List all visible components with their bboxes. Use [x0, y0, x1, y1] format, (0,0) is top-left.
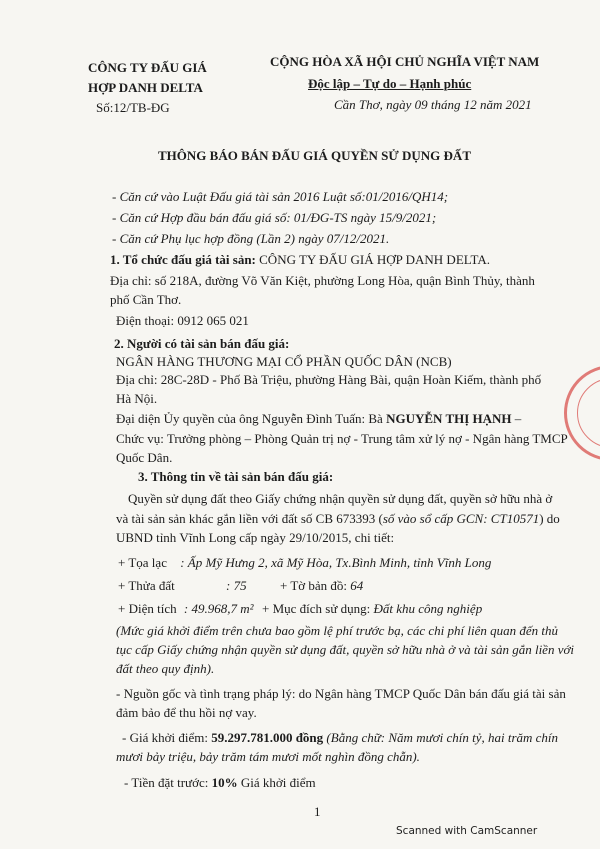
- auction-org-address-cont: phố Cần Thơ.: [110, 292, 182, 307]
- owner-bank-name: NGÂN HÀNG THƯƠNG MẠI CỔ PHẦN QUỐC DÂN (NCB): [116, 354, 452, 369]
- section-3-heading: 3. Thông tin về tài sản bán đấu giá:: [138, 469, 334, 484]
- deposit-value: 10%: [211, 775, 238, 790]
- land-use-label: + Mục đích sử dụng:: [262, 601, 371, 616]
- section-1-heading: 1. Tổ chức đấu giá tài sản:: [110, 252, 256, 267]
- parcel-label: + Thửa đất: [118, 578, 175, 593]
- auction-org-name: CÔNG TY ĐẤU GIÁ HỢP DANH DELTA.: [259, 252, 491, 267]
- starting-price-words-cont: mươi bảy triệu, bảy trăm tám mươi mốt nghìn đồng chẵn).: [116, 749, 420, 764]
- price-note-cont: tục cấp Giấy chứng nhận quyền sử dụng đất, quyền sở hữu nhà ở và tài sản gắn liền với: [116, 642, 575, 657]
- legal-status: - Nguồn gốc và tình trạng pháp lý: do Ngân hàng TMCP Quốc Dân bán đấu giá tài sản: [116, 686, 566, 701]
- representative-role: Chức vụ: Trưởng phòng – Phòng Quản trị nợ - Trung tâm xử lý nợ - Ngân hàng TMCP: [116, 431, 568, 446]
- basis-line: - Căn cứ Phụ lục hợp đồng (Lần 2) ngày 07/12/2021.: [112, 231, 390, 246]
- asset-issuer: UBND tỉnh Vĩnh Long cấp ngày 29/10/2015, chi tiết:: [116, 530, 395, 545]
- starting-price-label: - Giá khởi điểm:: [122, 730, 208, 745]
- area-value: : 49.968,7 m²: [183, 601, 254, 616]
- deposit-label: - Tiền đặt trước:: [124, 775, 209, 790]
- land-use-value: Đất khu công nghiệp: [373, 601, 483, 616]
- scanner-watermark: Scanned with CamScanner: [396, 825, 538, 837]
- owner-address: Địa chỉ: 28C-28D - Phố Bà Triệu, phường Hàng Bài, quận Hoàn Kiếm, thành phố: [116, 372, 542, 387]
- representative-prefix: Đại diện Ủy quyền của ông Nguyễn Đình Tuấn: Bà: [116, 411, 383, 426]
- owner-address-cont: Hà Nội.: [116, 391, 158, 406]
- asset-intro-tail: ) do: [539, 511, 560, 526]
- basis-line: - Căn cứ vào Luật Đấu giá tài sản 2016 Luật số:01/2016/QH14;: [112, 189, 449, 204]
- price-note-end: đất theo quy định).: [116, 661, 215, 676]
- asset-intro: Quyền sử dụng đất theo Giấy chứng nhận quyền sử dụng đất, quyền sở hữu nhà ở: [128, 491, 553, 506]
- area-label: + Diện tích: [118, 601, 177, 616]
- republic-heading: CỘNG HÒA XÃ HỘI CHỦ NGHĨA VIỆT NAM: [270, 54, 540, 69]
- legal-status-cont: đảm bảo để thu hồi nợ vay.: [116, 705, 257, 720]
- section-2-heading: 2. Người có tài sản bán đấu giá:: [114, 336, 290, 351]
- representative-suffix: –: [514, 411, 522, 426]
- price-note: (Mức giá khởi điểm trên chưa bao gồm lệ phí trước bạ, các chi phí liên quan đến thủ: [116, 623, 559, 638]
- asset-intro-cont: và tài sản sản khác gắn liền với đất số CB 673393 (: [116, 511, 383, 526]
- page-number: 1: [314, 804, 321, 819]
- national-motto: Độc lập – Tự do – Hạnh phúc: [308, 76, 472, 91]
- location-value: : Ấp Mỹ Hưng 2, xã Mỹ Hòa, Tx.Bình Minh, tỉnh Vĩnh Long: [180, 555, 492, 570]
- document-number: Số:12/TB-ĐG: [96, 100, 170, 115]
- map-sheet-label: + Tờ bản đồ:: [280, 578, 348, 593]
- starting-price-value: 59.297.781.000 đồng: [211, 730, 324, 745]
- basis-line: - Căn cứ Hợp đầu bán đấu giá số: 01/ĐG-TS ngày 15/9/2021;: [112, 210, 437, 225]
- parcel-value: : 75: [226, 578, 247, 593]
- location-label: + Tọa lạc: [118, 555, 167, 570]
- starting-price-words: (Bằng chữ: Năm mươi chín tỷ, hai trăm chín: [326, 730, 559, 745]
- company-seal-stamp: [564, 365, 600, 461]
- org-name-line1: CÔNG TY ĐẤU GIÁ: [88, 60, 207, 75]
- representative-role-cont: Quốc Dân.: [116, 450, 173, 465]
- place-date: Cần Thơ, ngày 09 tháng 12 năm 2021: [334, 97, 532, 112]
- auction-org-address: Địa chỉ: số 218A, đường Võ Văn Kiệt, phường Long Hòa, quận Bình Thủy, thành: [110, 273, 535, 288]
- certificate-number: số vào sổ cấp GCN: CT10571: [382, 511, 540, 526]
- deposit-suffix: Giá khởi điểm: [240, 775, 316, 790]
- map-sheet-value: 64: [350, 578, 364, 593]
- company-seal-inner-ring: [577, 378, 600, 448]
- auction-org-phone: Điện thoại: 0912 065 021: [116, 313, 249, 328]
- org-name-line2: HỢP DANH DELTA: [88, 80, 203, 95]
- document-title: THÔNG BÁO BÁN ĐẤU GIÁ QUYỀN SỬ DỤNG ĐẤT: [158, 148, 471, 163]
- representative-name: NGUYỄN THỊ HẠNH: [386, 411, 512, 426]
